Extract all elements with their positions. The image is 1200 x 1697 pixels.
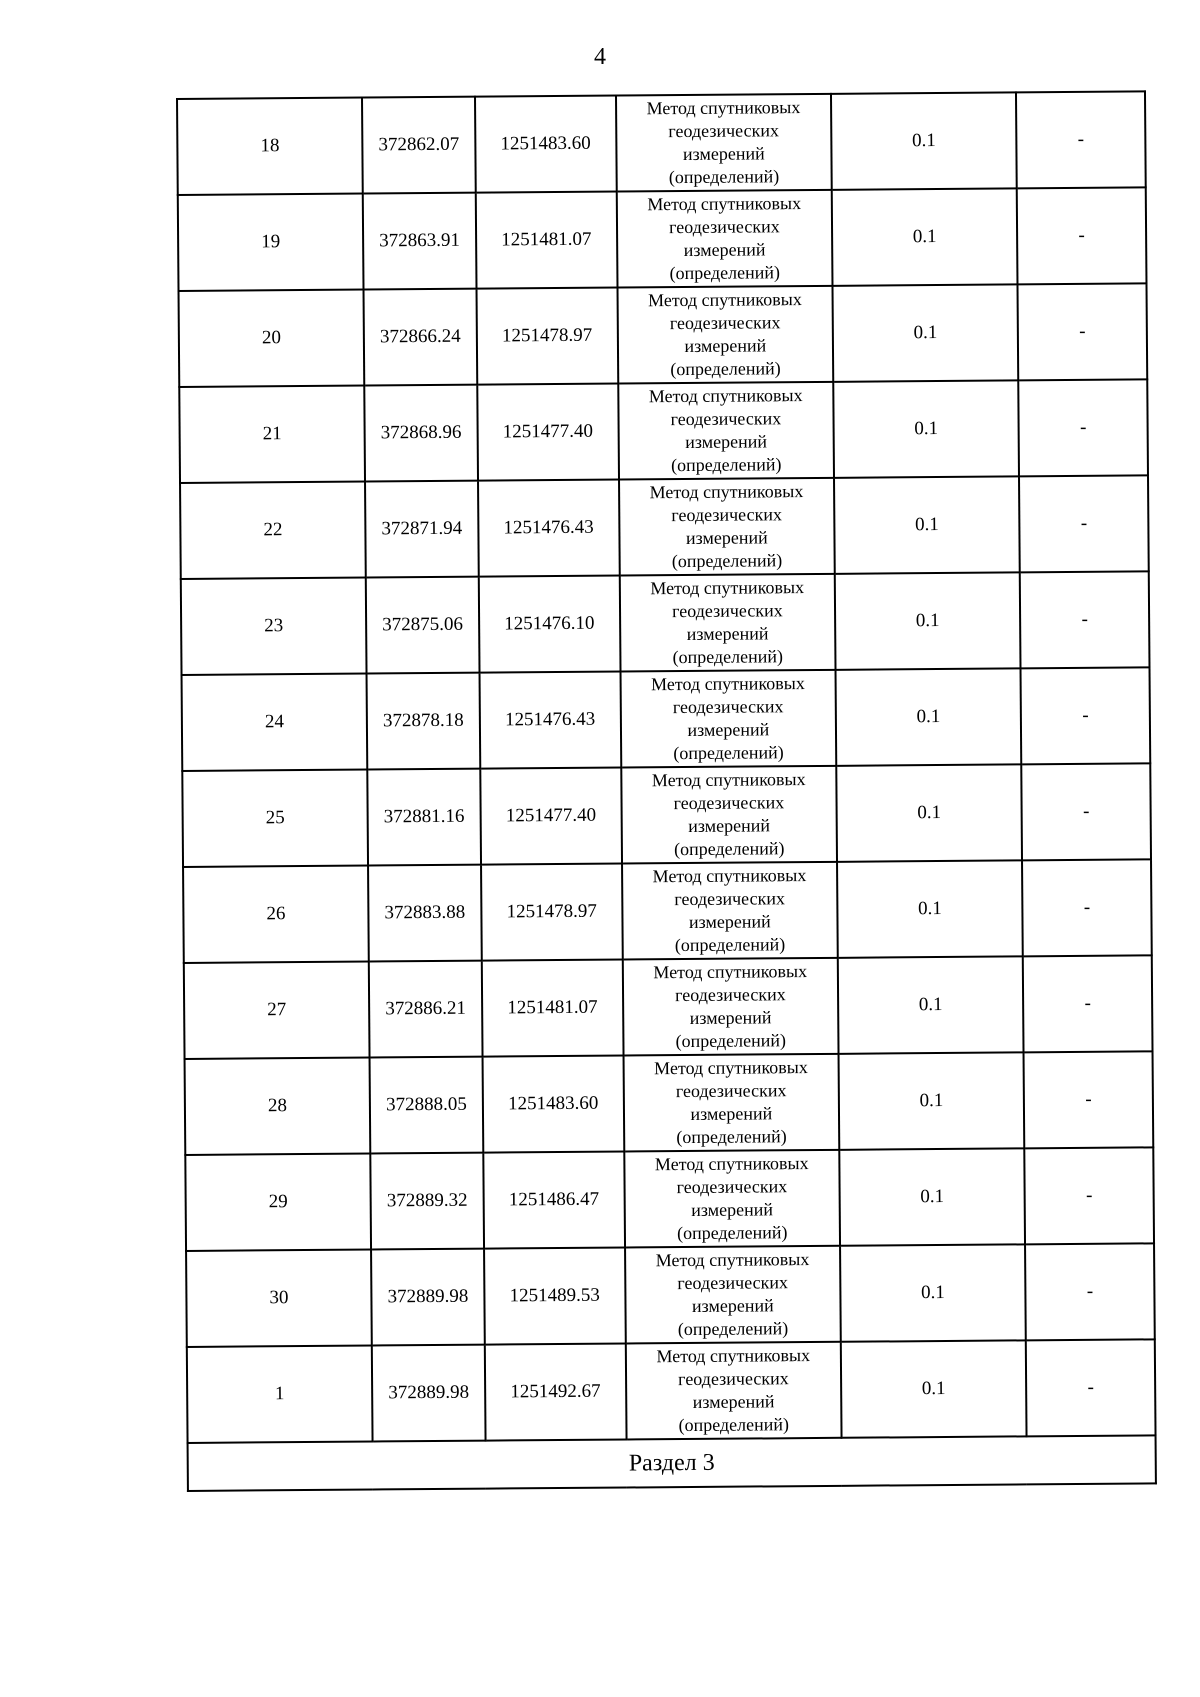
method-line: геодезических: [673, 792, 785, 814]
method-line: измерений: [685, 431, 768, 453]
method-line: измерений: [688, 911, 771, 932]
table-row: [187, 1339, 1156, 1443]
point-number-cell: 21: [179, 386, 365, 483]
x-coordinate-cell: 372866.24: [364, 289, 477, 386]
method-line: (определений): [677, 1222, 788, 1244]
point-number-cell: 25: [182, 770, 368, 867]
method-cell: [619, 478, 835, 576]
method-line: геодезических: [669, 312, 781, 334]
y-coordinate-cell: 1251478.97: [481, 864, 623, 961]
x-coordinate-cell: 372883.88: [368, 865, 481, 962]
x-coordinate-cell: 372886.21: [369, 961, 482, 1058]
method-line: измерений: [684, 335, 767, 357]
accuracy-cell: 0.1: [832, 188, 1018, 285]
accuracy-cell: 0.1: [834, 476, 1020, 573]
point-number-cell: 19: [178, 194, 364, 291]
method-line: геодезических: [675, 1080, 787, 1102]
method-cell: [620, 670, 836, 768]
section-label: Раздел 3: [188, 1435, 1156, 1491]
method-line: геодезических: [672, 600, 783, 622]
method-line: (определений): [673, 838, 785, 860]
method-line: геодезических: [672, 696, 784, 718]
table-row: [177, 91, 1146, 195]
method-line: (определений): [668, 166, 780, 188]
method-line: измерений: [687, 719, 770, 741]
method-line: Метод спутниковых: [654, 1153, 809, 1175]
coordinates-table-body: [177, 91, 1156, 1491]
note-cell: -: [1020, 571, 1150, 668]
section-row: [188, 1435, 1156, 1491]
method-line: геодезических: [668, 216, 780, 238]
table-row: [180, 475, 1149, 579]
note-cell: -: [1021, 667, 1151, 764]
x-coordinate-cell: 372889.98: [371, 1249, 484, 1346]
point-number-cell: 24: [182, 674, 368, 771]
note-cell: -: [1021, 763, 1151, 860]
y-coordinate-cell: 1251492.67: [485, 1344, 627, 1441]
accuracy-cell: 0.1: [833, 380, 1019, 477]
method-cell: [622, 862, 838, 960]
method-line: геодезических: [678, 1368, 789, 1390]
method-cell: [623, 1054, 839, 1152]
method-cell: [616, 190, 832, 288]
method-line: (определений): [672, 646, 784, 668]
accuracy-cell: 0.1: [837, 860, 1023, 957]
method-line: (определений): [678, 1414, 790, 1436]
y-coordinate-cell: 1251476.10: [479, 576, 621, 673]
accuracy-cell: 0.1: [839, 1052, 1025, 1149]
method-cell: [625, 1342, 841, 1440]
method-line: (определений): [670, 454, 782, 476]
table-row: [182, 667, 1151, 771]
table-row: [183, 859, 1152, 963]
method-cell: [617, 286, 833, 384]
x-coordinate-cell: 372878.18: [367, 673, 480, 770]
method-line: измерений: [691, 1199, 774, 1220]
note-cell: -: [1026, 1339, 1156, 1436]
note-cell: -: [1019, 475, 1149, 572]
method-line: измерений: [688, 815, 771, 836]
point-number-cell: 26: [183, 866, 369, 963]
method-line: измерений: [690, 1103, 773, 1124]
x-coordinate-cell: 372889.98: [372, 1345, 485, 1442]
method-line: Метод спутниковых: [648, 385, 803, 407]
method-cell: [621, 766, 837, 864]
y-coordinate-cell: 1251478.97: [476, 288, 618, 385]
table-row: [185, 1051, 1154, 1155]
accuracy-cell: 0.1: [838, 956, 1024, 1053]
method-line: Метод спутниковых: [648, 289, 802, 311]
x-coordinate-cell: 372881.16: [367, 769, 480, 866]
method-cell: [618, 382, 834, 480]
point-number-cell: 23: [181, 578, 367, 675]
table-row: [179, 283, 1148, 387]
y-coordinate-cell: 1251483.60: [475, 96, 617, 193]
method-line: измерений: [691, 1295, 774, 1316]
x-coordinate-cell: 372888.05: [370, 1057, 483, 1154]
method-line: (определений): [677, 1318, 789, 1340]
point-number-cell: 27: [184, 962, 370, 1059]
method-line: геодезических: [676, 1176, 788, 1198]
note-cell: -: [1023, 955, 1153, 1052]
point-number-cell: 20: [179, 290, 365, 387]
table-row: [185, 1147, 1154, 1251]
accuracy-cell: 0.1: [839, 1148, 1025, 1245]
y-coordinate-cell: 1251476.43: [479, 672, 621, 769]
method-line: геодезических: [675, 984, 786, 1006]
method-cell: [616, 94, 832, 192]
method-line: измерений: [685, 527, 768, 549]
note-cell: -: [1017, 187, 1147, 284]
method-cell: [624, 1150, 840, 1248]
method-line: (определений): [671, 550, 783, 572]
method-line: Метод спутниковых: [654, 1057, 808, 1079]
y-coordinate-cell: 1251477.40: [480, 768, 622, 865]
table-row: [181, 571, 1150, 675]
table-row: [184, 955, 1153, 1059]
method-line: геодезических: [677, 1272, 789, 1294]
method-cell: [619, 574, 835, 672]
accuracy-cell: 0.1: [835, 572, 1021, 669]
method-line: Метод спутниковых: [651, 769, 806, 791]
note-cell: -: [1025, 1243, 1155, 1340]
note-cell: -: [1016, 91, 1146, 188]
point-number-cell: 30: [186, 1250, 372, 1347]
method-line: измерений: [692, 1391, 775, 1412]
point-number-cell: 18: [177, 98, 363, 195]
note-cell: -: [1018, 379, 1148, 476]
table-row: [179, 379, 1148, 483]
accuracy-cell: 0.1: [831, 92, 1017, 189]
method-line: Метод спутниковых: [646, 97, 801, 119]
method-cell: [625, 1246, 841, 1344]
x-coordinate-cell: 372871.94: [365, 481, 478, 578]
method-line: Метод спутниковых: [650, 577, 805, 599]
method-line: измерений: [689, 1007, 772, 1028]
y-coordinate-cell: 1251481.07: [482, 960, 624, 1057]
accuracy-cell: 0.1: [840, 1244, 1026, 1341]
method-line: Метод спутниковых: [656, 1345, 811, 1367]
method-line: измерений: [682, 143, 765, 165]
y-coordinate-cell: 1251477.40: [477, 384, 619, 481]
x-coordinate-cell: 372862.07: [362, 97, 475, 194]
method-line: Метод спутниковых: [647, 193, 802, 215]
table-row: [178, 187, 1147, 291]
method-line: Метод спутниковых: [649, 481, 804, 503]
x-coordinate-cell: 372889.32: [370, 1153, 483, 1250]
note-cell: -: [1024, 1147, 1154, 1244]
method-line: измерений: [686, 623, 769, 645]
method-line: геодезических: [671, 504, 783, 526]
point-number-cell: 22: [180, 482, 366, 579]
method-line: (определений): [675, 1030, 787, 1052]
point-number-cell: 29: [185, 1154, 371, 1251]
accuracy-cell: 0.1: [841, 1340, 1027, 1437]
method-line: (определений): [676, 1126, 787, 1148]
note-cell: -: [1024, 1051, 1154, 1148]
method-line: геодезических: [668, 120, 779, 142]
method-line: Метод спутниковых: [652, 865, 807, 887]
method-line: (определений): [673, 742, 784, 764]
y-coordinate-cell: 1251489.53: [484, 1248, 626, 1345]
y-coordinate-cell: 1251483.60: [482, 1056, 624, 1153]
y-coordinate-cell: 1251486.47: [483, 1152, 625, 1249]
table-row: [182, 763, 1151, 867]
note-cell: -: [1018, 283, 1148, 380]
method-line: Метод спутниковых: [655, 1249, 810, 1271]
method-cell: [622, 958, 838, 1056]
x-coordinate-cell: 372868.96: [364, 385, 477, 482]
table-row: [186, 1243, 1155, 1347]
x-coordinate-cell: 372875.06: [366, 577, 479, 674]
method-line: геодезических: [674, 888, 786, 910]
point-number-cell: 1: [187, 1345, 373, 1442]
y-coordinate-cell: 1251476.43: [478, 480, 620, 577]
accuracy-cell: 0.1: [836, 764, 1022, 861]
note-cell: -: [1022, 859, 1152, 956]
y-coordinate-cell: 1251481.07: [476, 192, 618, 289]
method-line: (определений): [669, 262, 781, 284]
method-line: Метод спутниковых: [651, 673, 805, 695]
method-line: (определений): [674, 934, 786, 956]
method-line: Метод спутниковых: [653, 961, 808, 983]
x-coordinate-cell: 372863.91: [363, 193, 476, 290]
method-line: измерений: [683, 239, 766, 261]
page-number: 4: [594, 44, 606, 70]
accuracy-cell: 0.1: [836, 668, 1022, 765]
method-line: (определений): [670, 358, 781, 380]
point-number-cell: 28: [185, 1058, 371, 1155]
accuracy-cell: 0.1: [833, 284, 1019, 381]
coordinates-table: [176, 90, 1157, 1492]
method-line: геодезических: [670, 408, 782, 430]
